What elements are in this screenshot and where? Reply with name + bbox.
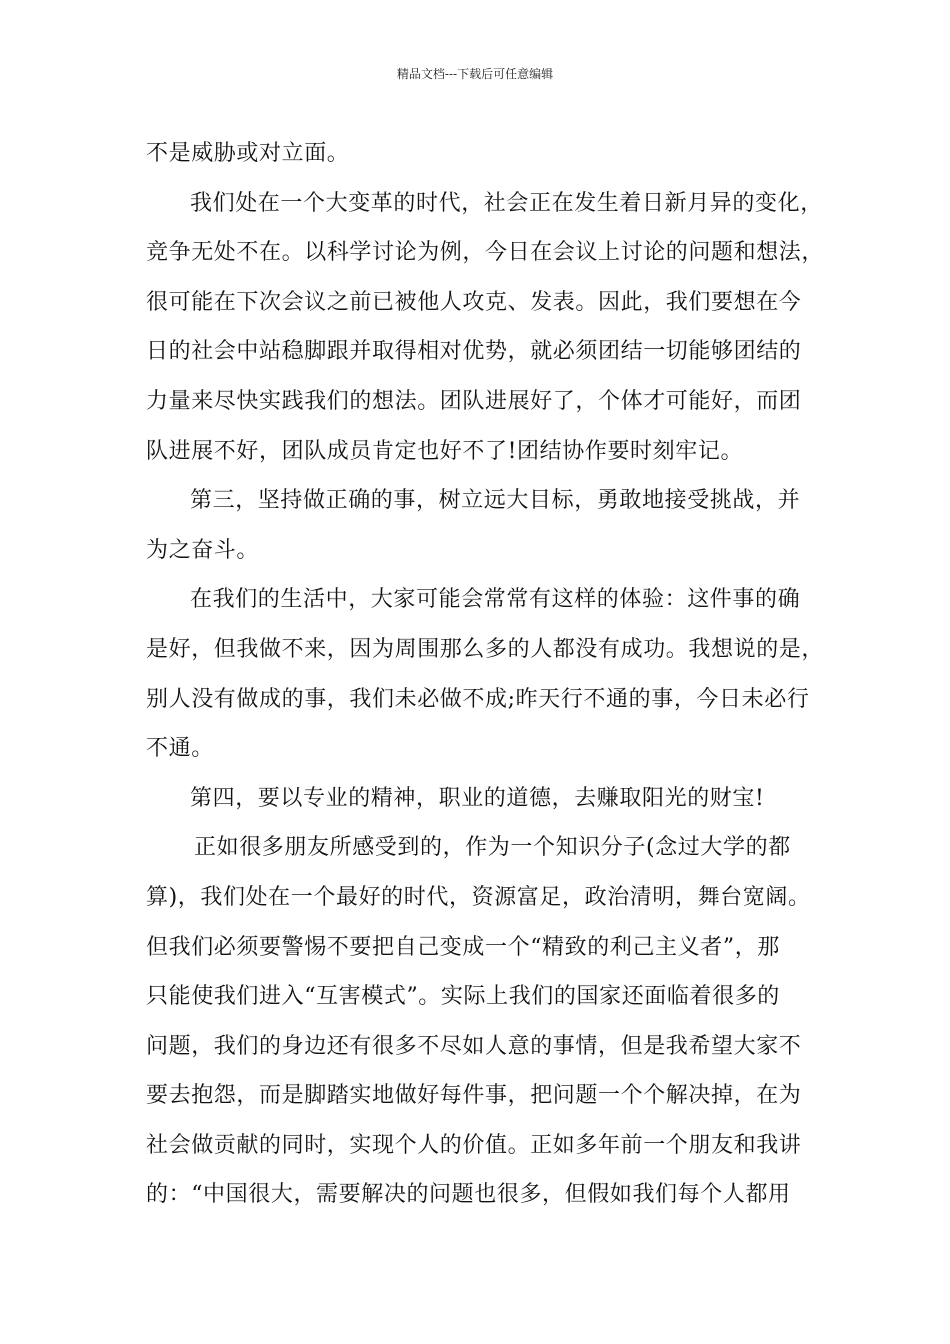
text-line: 的：“中国很大，需要解决的问题也很多，但假如我们每个人都用 <box>146 1182 791 1208</box>
text-line: 我们处在一个大变革的时代，社会正在发生着日新月异的变化， <box>190 190 823 216</box>
text-line: 算)，我们处在一个最好的时代，资源富足，政治清明，舞台宽阔。 <box>146 884 811 910</box>
text-line: 第四，要以专业的精神，职业的道德，去赚取阳光的财宝! <box>190 785 765 811</box>
text-line: 队进展不好，团队成员肯定也好不了!团结协作要时刻牢记。 <box>146 438 744 464</box>
text-line: 不是威胁或对立面。 <box>146 141 350 166</box>
text-line: 日的社会中站稳脚跟并取得相对优势，就必须团结一切能够团结的 <box>146 339 802 365</box>
text-line: 竞争无处不在。以科学讨论为例，今日在会议上讨论的问题和想法， <box>146 240 825 266</box>
document-body <box>146 129 826 1220</box>
page-header: 精品文档---下载后可任意编辑 <box>396 67 554 81</box>
text-line: 力量来尽快实践我们的想法。团队进展好了，个体才可能好，而团 <box>146 388 802 414</box>
text-line: 只能使我们进入“互害模式”。实际上我们的国家还面临着很多的 <box>146 984 780 1010</box>
text-line: 第三，坚持做正确的事，树立远大目标，勇敢地接受挑战，并 <box>190 488 801 514</box>
text-line: 别人没有做成的事，我们未必做不成;昨天行不通的事，今日未必行 <box>146 686 810 712</box>
text-line: 但我们必须要警惕不要把自己变成一个“精致的利己主义者”，那 <box>146 934 780 960</box>
text-line: 在我们的生活中，大家可能会常常有这样的体验：这件事的确 <box>190 587 801 613</box>
text-line: 正如很多朋友所感受到的，作为一个知识分子(念过大学的都 <box>194 835 791 861</box>
text-line: 要去抱怨，而是脚踏实地做好每件事，把问题一个个解决掉，在为 <box>146 1083 802 1109</box>
text-line: 是好，但我做不来，因为周围那么多的人都没有成功。我想说的是， <box>146 636 825 662</box>
text-line: 为之奋斗。 <box>146 537 260 563</box>
text-line: 问题，我们的身边还有很多不尽如人意的事情，但是我希望大家不 <box>146 1033 802 1059</box>
text-line: 社会做贡献的同时，实现个人的价值。正如多年前一个朋友和我讲 <box>146 1132 802 1158</box>
text-line: 不通。 <box>146 736 214 762</box>
text-line: 很可能在下次会议之前已被他人攻克、发表。因此，我们要想在今 <box>146 289 802 315</box>
